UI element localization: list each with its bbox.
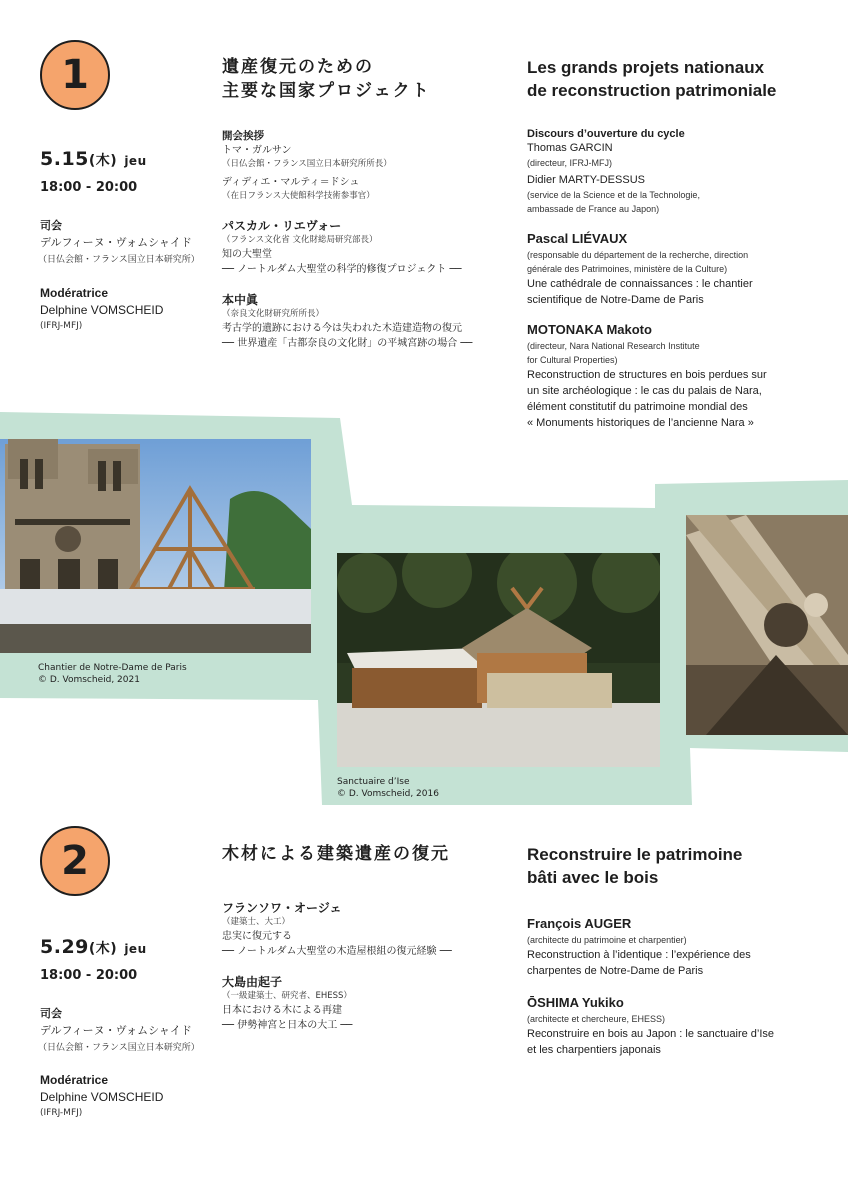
moderator-aff-ja: （日仏会館・フランス国立日本研究所） [38,255,200,265]
date-dow-fr: jeu [124,942,147,956]
speaker2-talk-ja-2: ── 伊勢神宮と日本の大工 ── [222,1020,353,1031]
session1-ja-program [222,128,522,351]
moderator-name-ja: デルフィーヌ・ヴォムシャイド [40,236,192,249]
speaker2-talk-ja-2: ── 世界遺産「古都奈良の文化財」の平城宮跡の場合 ── [222,338,473,349]
date-dow-ja: (木) [88,153,118,169]
session2-title-ja: 木材による建築遺産の復元 [222,844,450,864]
session1-fr-program [527,128,837,431]
speaker1-name-fr: François AUGER [527,916,632,931]
speaker2-name-ja: 本中眞 [222,293,259,307]
moderator-aff-fr: (IFRJ-MFJ) [40,1108,83,1118]
speaker1-aff-ja: （フランス文化省 文化財総局研究部長） [222,235,378,245]
photo-ise [337,553,660,767]
opening-p2-aff-fr-1: (service de la Science et de la Technologie, [527,190,700,200]
title-fr-line1: Les grands projets nationaux [527,58,765,77]
date-dow-fr: jeu [124,154,147,168]
speaker1-name-ja: フランソワ・オージェ [222,901,342,915]
speaker2-talk-fr-4: « Monuments historiques de l’ancienne Nara » [527,417,754,429]
session2-ja-program [222,899,522,1033]
session1-date [40,148,147,170]
speaker2-aff-fr: (architecte et chercheure, EHESS) [527,1014,666,1024]
opening-p1-name-ja: トマ・ガルサン [222,145,292,156]
speaker2-talk-ja-1: 日本における木による再建 [222,1005,342,1016]
speaker2-name-fr: ŌSHIMA Yukiko [527,995,624,1010]
speaker2-name-ja: 大島由起子 [222,975,283,989]
date-value: 5.15 [40,148,89,170]
opening-p2-aff-ja: （在日フランス大使館科学技術参事官） [222,191,375,201]
session1-title-ja [222,55,431,103]
moderator-label-fr: Modératrice [40,1073,109,1087]
speaker2-aff-ja: （奈良文化財研究所所長） [222,309,325,319]
session1-time: 18:00 - 20:00 [40,180,138,195]
photo2-caption-title: Sanctuaire d’Ise [337,777,410,787]
date-dow-ja: (木) [88,941,118,957]
speaker2-aff-fr-2: for Cultural Properties) [527,355,618,365]
speaker1-aff-fr-2: générale des Patrimoines, ministère de la Culture) [527,264,728,274]
photo1-caption-credit: © D. Vomscheid, 2021 [38,675,140,685]
speaker1-talk-ja-2: ── ノートルダム大聖堂の科学的修復プロジェクト ── [222,264,462,275]
speaker1-name-fr: Pascal LIÉVAUX [527,231,628,246]
moderator-aff-fr: (IFRJ-MFJ) [40,321,83,331]
photo-archival-sepia [686,515,848,735]
speaker1-talk-fr-2: scientifique de Notre-Dame de Paris [527,294,704,306]
session-number-1: 1 [40,40,110,110]
moderator-name-fr: Delphine VOMSCHEID [40,1090,164,1104]
speaker2-talk-fr-3: élément constitutif du patrimoine mondial des [527,401,748,413]
opening-p1-name-fr: Thomas GARCIN [527,142,613,154]
opening-p2-aff-fr-2: ambassade de France au Japon) [527,204,660,214]
speaker1-name-ja: パスカル・リエヴォー [222,219,342,233]
moderator-aff-ja: （日仏会館・フランス国立日本研究所） [38,1043,200,1053]
speaker1-talk-fr-2: charpentes de Notre-Dame de Paris [527,965,704,977]
speaker2-talk-fr-2: un site archéologique : le cas du palais de Nara, [527,385,762,397]
session1-title-fr [527,56,776,102]
opening-p1-aff-ja: （日仏会館・フランス国立日本研究所所長） [222,159,392,169]
speaker2-talk-fr-1: Reconstruction de structures en bois perdues sur [527,369,767,381]
title-fr-line2: de reconstruction patrimoniale [527,81,777,100]
moderator-label-fr: Modératrice [40,286,109,300]
title-ja-line2: 主要な国家プロジェクト [222,81,431,101]
speaker1-aff-ja: （建築士、大工） [222,917,291,927]
speaker1-aff-fr-1: (responsable du département de la recherche, direction [527,250,749,260]
speaker2-aff-ja: （一級建築士、研究者、EHESS） [222,991,352,1001]
speaker2-talk-fr-1: Reconstruire en bois au Japon : le sanctuaire d’Ise [527,1028,775,1040]
photo1-caption-title: Chantier de Notre-Dame de Paris [38,663,187,673]
speaker2-aff-fr-1: (directeur, Nara National Research Institute [527,341,700,351]
photo2-caption [337,776,439,800]
title-fr-line1: Reconstruire le patrimoine [527,845,743,864]
speaker1-talk-fr-1: Une cathédrale de connaissances : le chantier [527,278,753,290]
photo1-caption [38,662,187,686]
moderator-label-ja: 司会 [40,1007,62,1020]
title-fr-line2: bâti avec le bois [527,868,659,887]
session-number-2: 2 [40,826,110,896]
opening-p1-aff-fr: (directeur, IFRJ-MFJ) [527,158,613,168]
speaker1-talk-fr-1: Reconstruction à l’identique : l’expérience des [527,949,751,961]
opening-label-ja: 開会挨拶 [222,130,264,142]
session2-title-fr [527,843,742,889]
opening-p2-name-fr: Didier MARTY-DESSUS [527,174,645,186]
opening-p2-name-ja: ディディエ・マルティ＝ドシュ [222,177,360,188]
session2-date [40,936,147,958]
moderator-label-ja: 司会 [40,219,62,232]
photo2-caption-credit: © D. Vomscheid, 2016 [337,789,439,799]
moderator-name-ja: デルフィーヌ・ヴォムシャイド [40,1024,192,1037]
speaker2-talk-fr-2: et les charpentiers japonais [527,1044,661,1056]
speaker2-name-fr: MOTONAKA Makoto [527,322,652,337]
photo-notre-dame [0,439,311,653]
session2-fr-program [527,916,837,1058]
speaker2-talk-ja-1: 考古学的遺跡における今は失われた木造建造物の復元 [222,323,462,334]
speaker1-aff-fr: (architecte du patrimoine et charpentier) [527,935,687,945]
opening-label-fr: Discours d’ouverture du cycle [527,128,685,140]
moderator-name-fr: Delphine VOMSCHEID [40,303,164,317]
speaker1-talk-ja-1: 忠実に復元する [222,931,292,942]
session2-time: 18:00 - 20:00 [40,968,138,983]
date-value: 5.29 [40,936,89,958]
title-ja-line1: 遺産復元のための [222,57,374,77]
speaker1-talk-ja-2: ── ノートルダム大聖堂の木造屋根組の復元経験 ── [222,946,452,957]
speaker1-talk-ja-1: 知の大聖堂 [222,249,272,260]
